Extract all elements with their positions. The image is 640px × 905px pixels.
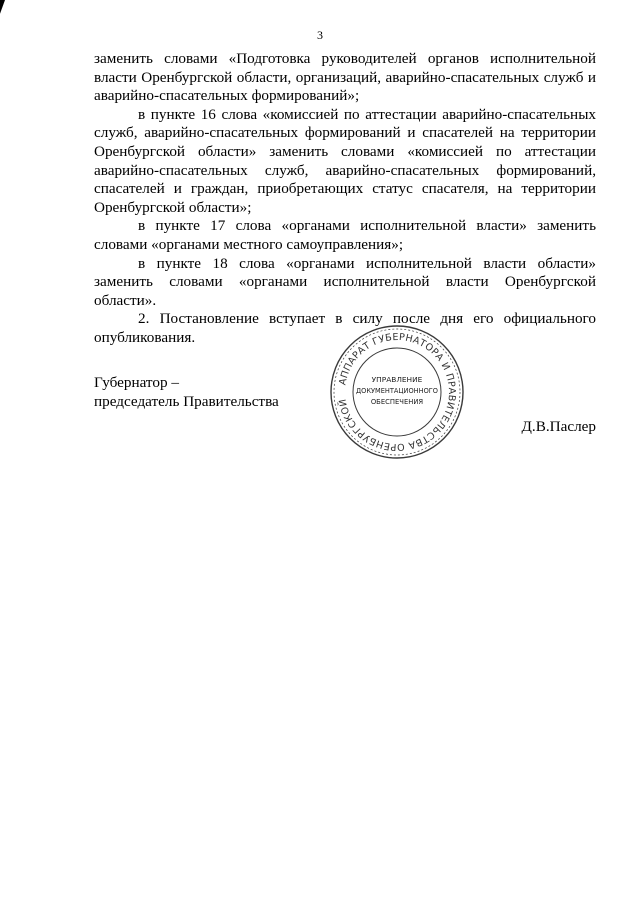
paragraph-2: в пункте 16 слова «комиссией по аттестации аварийно-спасательных служб, аварийно-спасательных формирований и спасателей на территории Оренбургской области» заменить словами «комиссией по аттестации аварийно-спасательных служб, аварийно-спасательных формирований, спасателей и граждан, приобретающих статус спасателя, на территории Оренбургской области»;: [94, 105, 596, 216]
paragraph-4: в пункте 18 слова «органами исполнительной власти области» заменить словами «органами исполнительной власти Оренбургской области».: [94, 254, 596, 309]
stamp-center-line-2: ДОКУМЕНТАЦИОННОГО: [356, 387, 438, 395]
scan-corner-mark: [0, 0, 5, 14]
paragraph-3: в пункте 17 слова «органами исполнительной власти» заменить словами «органами местного самоуправления»;: [94, 217, 596, 253]
stamp-center-line-1: УПРАВЛЕНИЕ: [371, 375, 423, 384]
signatory-position-line-2: председатель Правительства: [94, 393, 279, 410]
paragraph-1: заменить словами «Подготовка руководителей органов исполнительной власти Оренбургской области, организаций, аварийно-спасательных служб и аварийно-спасательных формирований»;: [94, 50, 596, 105]
page-number: 3: [317, 28, 323, 42]
stamp-ring-text: АППАРАТ ГУБЕРНАТОРА И ПРАВИТЕЛЬСТВА ОРЕНБУРГСКОЙ: [337, 331, 458, 453]
paragraph-5: 2. Постановление вступает в силу после дня его официального опубликования.: [94, 310, 596, 346]
signatory-name: Д.В.Паслер: [521, 418, 596, 435]
signatory-position: [94, 373, 279, 411]
document-body: [94, 50, 596, 348]
signatory-position-line-1: Губернатор –: [94, 374, 179, 391]
stamp-graphic: [327, 322, 467, 462]
stamp-center-line-3: ОБЕСПЕЧЕНИЯ: [370, 398, 424, 406]
official-stamp: [327, 322, 467, 462]
